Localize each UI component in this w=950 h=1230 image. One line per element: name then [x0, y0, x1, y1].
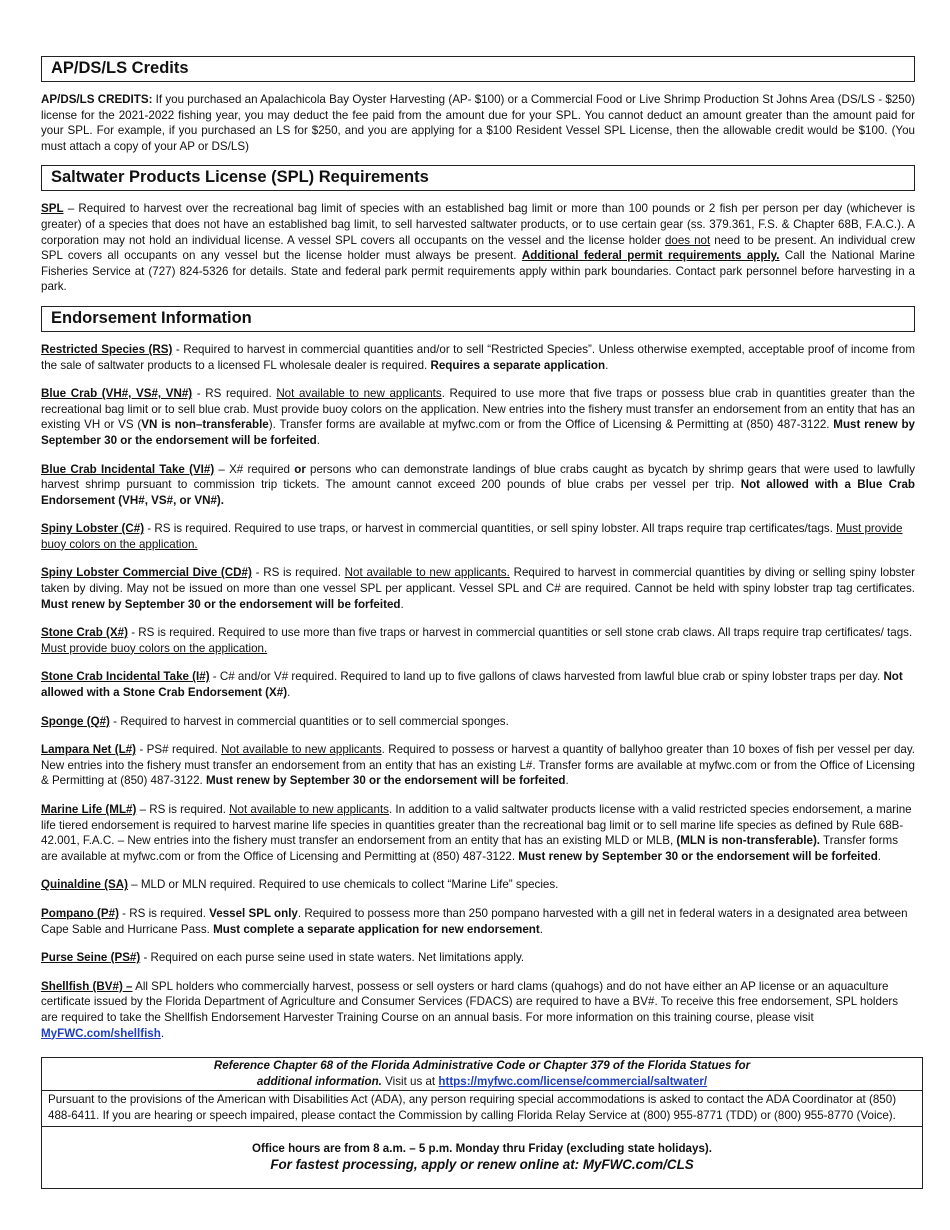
- office-hours: Office hours are from 8 a.m. – 5 p.m. Monday thru Friday (excluding state holidays).: [252, 1141, 712, 1155]
- ml-mln-note: (MLN is non-transferable).: [676, 834, 821, 848]
- document-page: [41, 56, 915, 1189]
- i-bold: Not allowed with a Stone Crab Endorsement (X#): [41, 670, 903, 700]
- credits-body: If you purchased an Apalachicola Bay Oyster Harvesting (AP- $100) or a Commercial Food or Live Shrimp Production St Johns Area (DS/LS - $250) license for the 2021-2022 fishing year, you may deduct the fee paid from the amount due for your SPL. You cannot deduct an amount greater than the amount paid for your SPL. For example, if you purchased an LS for $250, and you are applying for a $100 Resident Vessel SPL License, then the allowable credit would be $100. (You must attach a copy of your AP or DS/LS): [41, 93, 916, 153]
- blue-crab-renew: Must renew by September 30 or the endorsement will be forfeited: [41, 418, 916, 447]
- cd-renew: Must renew by September 30 or the endorsement will be forfeited: [41, 597, 401, 611]
- sa-body: – MLD or MLN required. Required to use chemicals to collect “Marine Life” species.: [127, 878, 559, 892]
- i-term: Stone Crab Incidental Take (I#): [41, 670, 210, 684]
- vi-term: Blue Crab Incidental Take (VI#): [41, 462, 215, 476]
- ml-not-available: Not available to new applicants: [229, 803, 389, 816]
- blue-crab-body-3: ). Transfer forms are available at myfwc.com or from the Office of Licensing & Permitting at (850) 487-3122.: [268, 418, 834, 432]
- credits-paragraph: [41, 92, 915, 154]
- credits-term: AP/DS/LS CREDITS:: [41, 93, 153, 106]
- endorsement-sponge: [41, 714, 915, 730]
- p-body-2: . Required to possess more than 250 pompano harvested with a gill net in federal waters in a designated area between Cape Sable and Hurricane Pass.: [41, 906, 908, 936]
- rs-body: - Required to harvest in commercial quantities and/or to sell “Restricted Species”. Unless otherwise exempted, acceptable proof of income from the sale of saltwater products to a licensed FL wholesale dealer is required.: [41, 342, 915, 372]
- reference-row: [42, 1058, 922, 1091]
- c-body: - RS is required. Required to use traps, or harvest in commercial quantities, or sell spiny lobster. All traps require trap certificates/tags.: [144, 522, 837, 536]
- x-body: - RS is required. Required to use more than five traps or harvest in commercial quantities or sell stone crab claws. All traps require trap certificates/ tags.: [127, 626, 913, 640]
- credits-heading: AP/DS/LS Credits: [41, 56, 915, 82]
- endorsement-restricted-species: [41, 342, 915, 373]
- endorsement-stone-crab: [41, 625, 915, 656]
- blue-crab-term: Blue Crab (VH#, VS#, VN#): [41, 387, 193, 401]
- vi-body-1: – X# required: [214, 462, 295, 476]
- l-not-available: Not available to new applicants: [221, 743, 382, 757]
- x-term: Stone Crab (X#): [41, 626, 128, 640]
- ps-term: Purse Seine (PS#): [41, 951, 141, 965]
- ml-renew: Must renew by September 30 or the endorsement will be forfeited: [518, 849, 878, 863]
- cd-end: .: [400, 597, 404, 611]
- cd-body-1: - RS is required.: [251, 566, 345, 580]
- l-end: .: [565, 774, 569, 788]
- endorsement-quinaldine: [41, 877, 915, 893]
- l-term: Lampara Net (L#): [41, 743, 137, 757]
- blue-crab-vn-note: VN is non–transferable: [141, 418, 269, 432]
- spl-body-1: – Required to harvest over the recreational bag limit of species with an established bag limit or more than 100 pounds or 2 fish per person per day (whichever is greater) of a species that does not have an established bag limit, to sell harvested saltwater products, or to use certain gear (ss. 379.361, F.S. & Chapter 68B, F.A.C.). A corporation may not hold an individual license. A vessel SPL covers all occupants on the vessel and the license holder: [41, 202, 915, 247]
- ml-body-3: Transfer forms are available at myfwc.com or from the Office of Licensing and Permitting at (850) 487-3122.: [41, 834, 898, 863]
- cd-body-2: Required to harvest in commercial quantities by diving or selling spiny lobster taken by diving. May not be issued on more than one vessel SPL per applicant. Vessel SPL and C# are required. Cannot be held with spiny lobster trap tag certificates.: [41, 566, 915, 596]
- l-body-2: . Required to possess or harvest a quantity of ballyhoo greater than 10 boxes of fish per vessel per day. New entries into the fishery must transfer an endorsement from an entity that has an existing L#. Transfer forms are available at myfwc.com or from the Office of Licensing & Permitting at (850) 487-3122.: [41, 743, 916, 788]
- endorsement-spiny-lobster: [41, 521, 915, 552]
- ml-body-1: – RS is required.: [136, 803, 230, 816]
- spl-paragraph: [41, 201, 915, 295]
- saltwater-license-link[interactable]: https://myfwc.com/license/commercial/saltwater/: [438, 1074, 708, 1088]
- rs-end: .: [605, 358, 609, 372]
- spl-does-not: does not: [664, 233, 711, 247]
- bv-body: All SPL holders who commercially harvest, possess or sell oysters or hard clams (quahogs) and do not have either an AP license or an aquaculture certificate issued by the Florida Department of Agriculture and Consumer Services (FDACS) are required to have a BV#. To receive this free endorsement, SPL holders are required to take the Shellfish Endorsement Harvester Training Course on an annual basis. For more information on this training course, please visit: [41, 979, 899, 1024]
- endorsement-blue-crab-incidental: [41, 462, 915, 509]
- sa-term: Quinaldine (SA): [41, 878, 128, 892]
- x-buoy-note: Must provide buoy colors on the application.: [41, 641, 268, 655]
- blue-crab-body-2: . Required to use more that five traps or possess blue crab in quantities greater than the recreational bag limit or to sell blue crab. Must provide buoy colors on the application. New entries into the fishery must transfer an endorsement from an entity that has an existing VH or VS (: [41, 387, 916, 432]
- spl-term: SPL: [41, 202, 64, 216]
- bv-term: Shellfish (BV#): [41, 979, 123, 993]
- c-buoy-note: Must provide buoy colors on the application.: [41, 522, 903, 551]
- spl-body-2: need to be present. An individual crew SPL covers all occupants on any vessel but the license holder must always be present.: [41, 233, 915, 263]
- vi-or: or: [294, 462, 306, 476]
- visit-label: Visit us at: [381, 1074, 439, 1088]
- i-body: - C# and/or V# required. Required to land up to five gallons of claws harvested from lawful blue crab or spiny lobster traps per day.: [209, 670, 884, 684]
- bv-dash: –: [122, 979, 133, 993]
- endorsement-stone-crab-incidental: [41, 669, 915, 700]
- p-body-1: - RS is required.: [118, 906, 210, 920]
- office-hours-row: [42, 1127, 922, 1189]
- spl-heading: Saltwater Products License (SPL) Requirements: [41, 165, 915, 191]
- rs-bold: Requires a separate application: [430, 358, 606, 372]
- blue-crab-end: .: [316, 433, 320, 447]
- vi-body-2: persons who can demonstrate landings of blue crabs caught as bycatch by shrimp gears that were used to lawfully harvest shrimp pursuant to commission trip tickets. The amount cannot exceed 200 pounds of blue crabs per vessel per trip.: [41, 462, 915, 492]
- c-term: Spiny Lobster (C#): [41, 522, 145, 536]
- p-end: .: [539, 922, 543, 936]
- endorsement-purse-seine: [41, 950, 915, 966]
- reference-line-2: additional information.: [256, 1074, 382, 1088]
- endorsement-lampara-net: [41, 742, 915, 789]
- ml-term: Marine Life (ML#): [41, 803, 137, 816]
- blue-crab-body-1: - RS required.: [192, 387, 277, 401]
- l-body-1: - PS# required.: [136, 743, 222, 757]
- endorsement-heading: Endorsement Information: [41, 306, 915, 332]
- ada-notice: Pursuant to the provisions of the American with Disabilities Act (ADA), any person requiring special accommodations is asked to contact the ADA Coordinator at (850) 488-6411. If you are hearing or speech impaired, please contact the Commission by calling Florida Relay Service at (800) 955-8771 (TDD) or (800) 955-8770 (Voice).: [42, 1091, 922, 1126]
- endorsement-marine-life: [41, 802, 915, 864]
- p-separate-app: Must complete a separate application for new endorsement: [213, 922, 540, 936]
- rs-term: Restricted Species (RS): [41, 342, 173, 356]
- endorsement-shellfish: [41, 979, 915, 1041]
- q-body: - Required to harvest in commercial quantities or to sell commercial sponges.: [109, 714, 509, 728]
- bv-end: .: [160, 1026, 165, 1040]
- cd-term: Spiny Lobster Commercial Dive (CD#): [41, 566, 252, 580]
- ml-end: .: [877, 849, 882, 863]
- q-term: Sponge (Q#): [41, 714, 110, 728]
- ps-body: - Required on each purse seine used in state waters. Net limitations apply.: [140, 951, 525, 965]
- spl-federal-note: Additional federal permit requirements apply.: [521, 249, 780, 263]
- p-vessel-only: Vessel SPL only: [209, 906, 298, 920]
- endorsement-spiny-lobster-dive: [41, 565, 915, 612]
- reference-line-1: Reference Chapter 68 of the Florida Administrative Code or Chapter 379 of the Florida Statues for: [213, 1059, 751, 1073]
- apply-online-note: For fastest processing, apply or renew online at: MyFWC.com/CLS: [270, 1157, 694, 1173]
- ml-body-2: . In addition to a valid saltwater products license with a valid restricted species endorsement, a marine life tiered endorsement is required to harvest marine life species in quantities greater than the recreational bag limit or to sell marine life species as defined by Rule 68B-42.001, F.A.C. – New entries into the fishery must transfer an endorsement from an entity that has an existing MLD or MLB,: [41, 803, 912, 848]
- shellfish-link[interactable]: MyFWC.com/shellfish: [41, 1026, 161, 1040]
- vi-bold: Not allowed with a Blue Crab Endorsement (VH#, VS#, or VN#).: [41, 478, 915, 507]
- i-end: .: [287, 686, 291, 700]
- l-renew: Must renew by September 30 or the endorsement will be forfeited: [205, 774, 566, 788]
- blue-crab-not-available: Not available to new applicants: [276, 387, 442, 401]
- spl-body-3: Call the National Marine Fisheries Service at (727) 824-5326 for details. State and federal park permit requirements apply within park boundaries. Contact park personnel before harvesting in a park.: [41, 249, 915, 294]
- endorsement-blue-crab: [41, 386, 915, 448]
- endorsement-pompano: [41, 906, 915, 937]
- reference-box: [41, 1057, 923, 1189]
- p-term: Pompano (P#): [41, 906, 119, 920]
- cd-not-available: Not available to new applicants.: [344, 566, 510, 580]
